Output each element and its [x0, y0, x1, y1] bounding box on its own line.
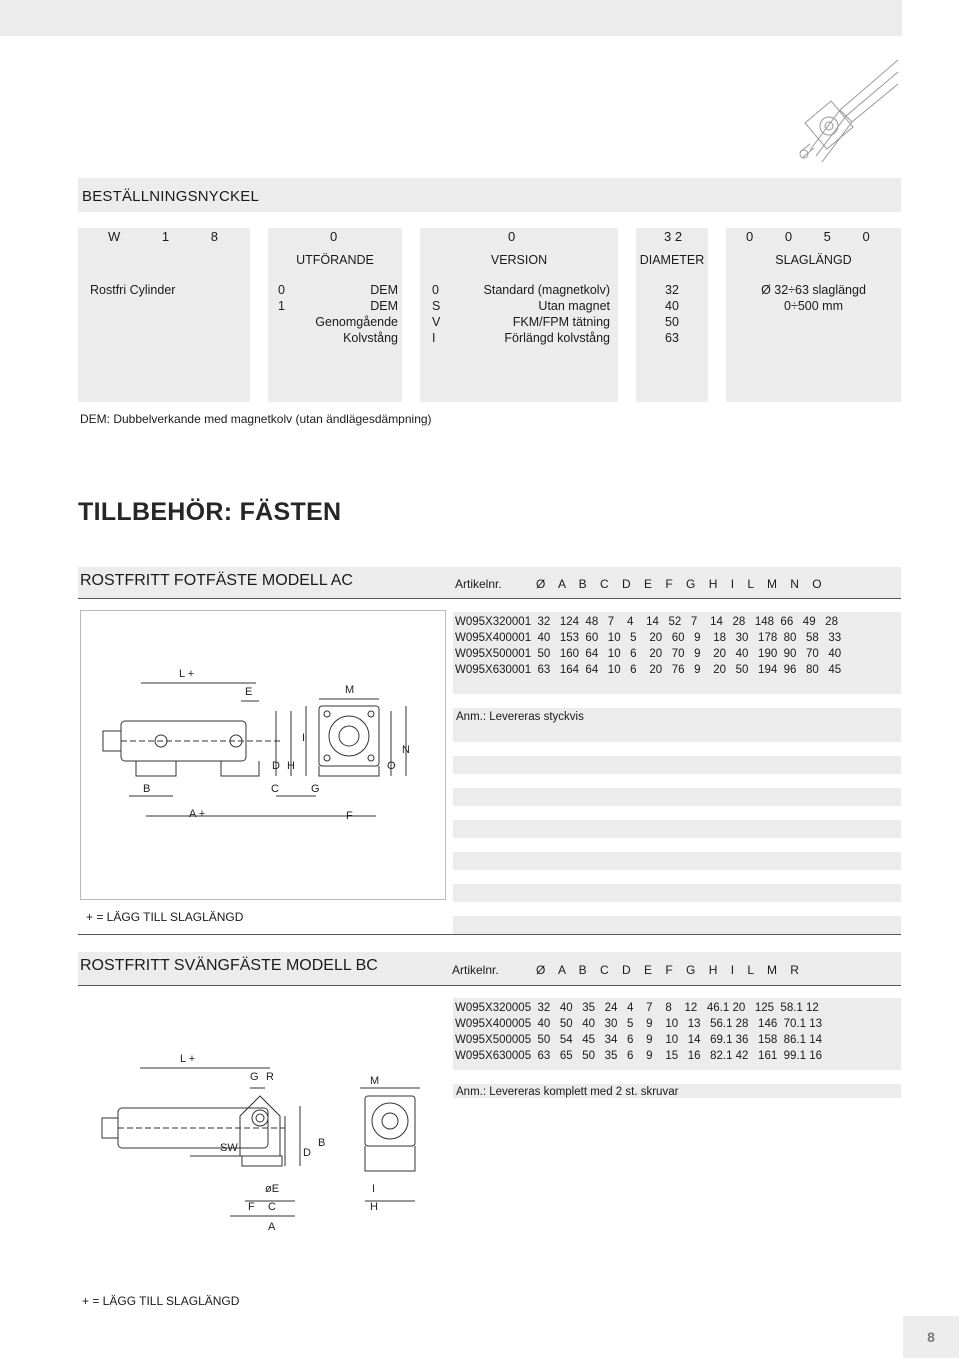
dim-E: øE — [265, 1183, 280, 1195]
foot-mount-title: ROSTFRITT FOTFÄSTE MODELL AC — [80, 572, 353, 589]
foot-mount-article-label: Artikelnr. — [455, 577, 502, 591]
page-number: 8 — [903, 1316, 959, 1358]
code-stroke: 0 0 5 0 — [726, 229, 901, 245]
dim-C: C — [271, 783, 279, 795]
pivot-mount-article-label: Artikelnr. — [452, 963, 499, 977]
row-stripe — [453, 1070, 901, 1084]
dim-H: H — [370, 1201, 378, 1213]
section-divider — [78, 934, 901, 935]
dim-SW: SW — [220, 1142, 238, 1154]
dim-C: C — [268, 1201, 276, 1213]
dim-R: R — [266, 1071, 274, 1083]
foot-mount-plus-note: + = LÄGG TILL SLAGLÄNGD — [86, 910, 244, 924]
diameter-value: 50 — [665, 315, 679, 329]
ordering-key-divider — [78, 212, 901, 228]
dim-D: D — [303, 1147, 311, 1159]
execution-label: Kolvstång — [343, 331, 398, 345]
column-separator — [708, 228, 726, 402]
dim-F: F — [346, 810, 353, 822]
dim-O: O — [387, 760, 396, 772]
code-version: 0 — [420, 229, 618, 245]
version-label: FKM/FPM tätning — [512, 315, 610, 329]
header-execution: UTFÖRANDE — [296, 253, 374, 267]
foot-mount-diagram — [80, 610, 446, 900]
row-stripe — [453, 742, 901, 756]
pivot-mount-note: Anm.: Levereras komplett med 2 st. skruvar — [456, 1086, 679, 1098]
foot-mount-header — [78, 567, 901, 599]
version-label: Standard (magnetkolv) — [483, 283, 610, 297]
table-row: W095X630001 63 164 64 10 6 20 76 9 20 50 194 96 80 45 — [455, 664, 848, 676]
row-stripe — [453, 774, 901, 788]
pivot-mount-plus-note: + = LÄGG TILL SLAGLÄNGD — [82, 1294, 240, 1308]
ordering-key-title: BESTÄLLNINGSNYCKEL — [82, 188, 259, 205]
dim-A: A + — [189, 808, 206, 820]
header-version: VERSION — [490, 253, 548, 267]
version-code: 0 — [432, 283, 439, 297]
side-strip — [902, 0, 960, 1358]
execution-label: DEM — [370, 299, 398, 313]
dim-F: F — [248, 1201, 255, 1213]
dim-G: G — [250, 1071, 259, 1083]
table-row: W095X630005 63 65 50 35 6 9 15 16 82.1 42 161 99.1 16 — [455, 1050, 829, 1062]
diameter-value: 32 — [665, 283, 679, 297]
code-product: W 1 8 — [78, 229, 250, 245]
dem-term: DEM: — [80, 412, 110, 426]
foot-mount-note: Anm.: Levereras styckvis — [456, 711, 584, 723]
column-separator — [250, 228, 268, 402]
dim-M: M — [345, 684, 355, 696]
pivot-mount-title: ROSTFRITT SVÄNGFÄSTE MODELL BC — [80, 957, 378, 974]
execution-code: 0 — [278, 283, 285, 297]
row-stripe — [453, 902, 901, 916]
column-separator — [402, 228, 420, 402]
pivot-mount-column-headers: Ø A B C D E F G H I L M R — [536, 963, 799, 977]
stroke-range: Ø 32÷63 slaglängd — [761, 283, 866, 297]
foot-mount-drawing — [81, 611, 445, 899]
execution-label: DEM — [370, 283, 398, 297]
table-row: W095X400005 40 50 40 30 5 9 10 13 56.1 28 146 70.1 13 — [455, 1018, 829, 1030]
foot-mount-table — [453, 612, 901, 934]
code-execution: 0 — [268, 229, 402, 245]
product-label: Rostfri Cylinder — [90, 283, 176, 297]
execution-code: 1 — [278, 299, 285, 313]
table-row: W095X400001 40 153 60 10 5 20 60 9 18 30 178 80 58 33 — [455, 632, 848, 644]
code-diameter: 3 2 — [636, 229, 708, 245]
dim-B: B — [143, 783, 151, 795]
dim-E: E — [245, 686, 253, 698]
diameter-value: 63 — [665, 331, 679, 345]
version-code: I — [432, 331, 436, 345]
pivot-mount-header — [78, 952, 901, 986]
diameter-value: 40 — [665, 299, 679, 313]
version-code: V — [432, 315, 441, 329]
dim-B: B — [318, 1137, 326, 1149]
dim-L: L + — [179, 668, 195, 680]
header-stroke: SLAGLÄNGD — [775, 253, 852, 267]
table-row: W095X500001 50 160 64 10 6 20 70 9 20 40 190 90 70 40 — [455, 648, 848, 660]
table-row: W095X320001 32 124 48 7 4 14 52 7 14 28 148 66 49 28 — [455, 616, 845, 628]
row-stripe — [453, 694, 901, 708]
dim-A: A — [268, 1221, 276, 1233]
row-stripe — [453, 870, 901, 884]
dim-I: I — [302, 732, 306, 744]
pivot-mount-drawing — [80, 996, 444, 1284]
cylinder-illustration-icon — [780, 40, 900, 170]
execution-label: Genomgående — [315, 315, 398, 329]
stroke-range: 0÷500 mm — [784, 299, 843, 313]
table-row: W095X320005 32 40 35 24 4 7 8 12 46.1 20 125 58.1 12 — [455, 1002, 826, 1014]
header-diameter: DIAMETER — [639, 253, 705, 267]
row-stripe — [453, 838, 901, 852]
pivot-mount-diagram — [80, 996, 446, 1286]
dem-text: Dubbelverkande med magnetkolv (utan ändlägesdämpning) — [113, 412, 432, 426]
dim-I: I — [372, 1183, 376, 1195]
top-band — [0, 0, 902, 36]
table-row: W095X500005 50 54 45 34 6 9 10 14 69.1 36 158 86.1 14 — [455, 1034, 829, 1046]
dim-G: G — [311, 783, 320, 795]
dim-D: D — [272, 760, 280, 772]
foot-mount-column-headers: Ø A B C D E F G H I L M N O — [536, 577, 822, 591]
version-label: Förlängd kolvstång — [504, 331, 610, 345]
pivot-mount-table — [453, 998, 901, 1098]
dim-N: N — [402, 744, 410, 756]
page-title: TILLBEHÖR: FÄSTEN — [78, 498, 342, 526]
dim-H: H — [287, 760, 295, 772]
dim-L: L + — [180, 1053, 196, 1065]
version-label: Utan magnet — [538, 299, 610, 313]
row-stripe — [453, 806, 901, 820]
dem-note — [80, 412, 432, 426]
version-code: S — [432, 299, 441, 313]
column-separator — [618, 228, 636, 402]
dim-M: M — [370, 1075, 380, 1087]
